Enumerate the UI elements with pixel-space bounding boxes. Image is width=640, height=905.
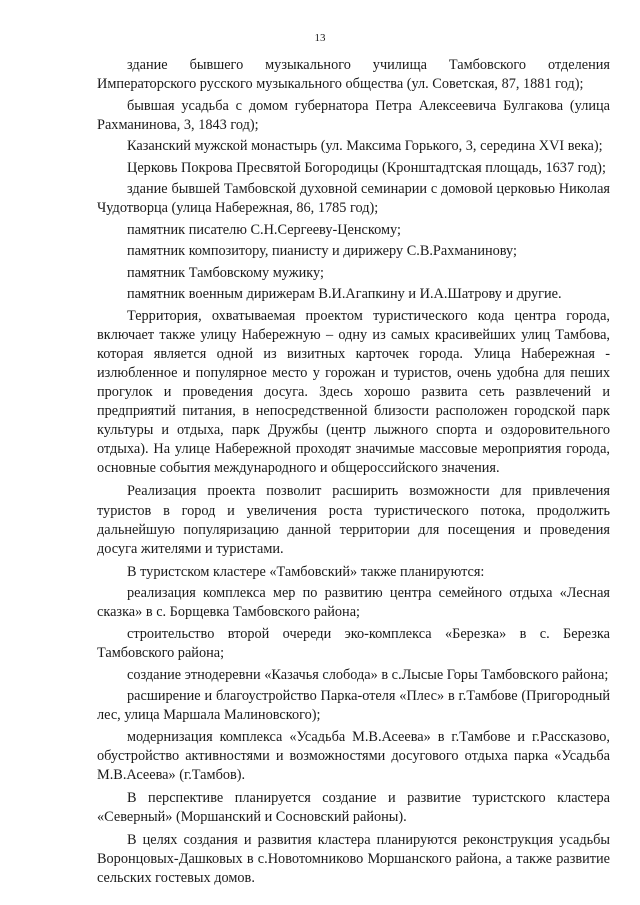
paragraph-perspective: В перспективе планируется создание и развитие туристского кластера «Северный» (Моршанский и Сосновский районы). [97, 789, 610, 825]
list-item: здание бывшей Тамбовской духовной семинарии с домовой церковью Николая Чудотворца (улица Набережная, 86, 1785 год); [97, 181, 610, 217]
list-item: расширение и благоустройство Парка-отеля «Плес» в г.Тамбове (Пригородный лес, улица Маршала Малиновского); [97, 687, 610, 724]
list-item: здание бывшего музыкального училища Тамбовского отделения Императорского русского музыкального общества (ул. Советская, 87, 1881 год); [97, 57, 610, 93]
list-item: Церковь Покрова Пресвятой Богородицы (Кронштадтская площадь, 1637 год); [127, 159, 606, 176]
list-item: реализация комплекса мер по развитию центра семейного отдыха «Лесная сказка» в с. Борщевка Тамбовского района; [97, 585, 610, 621]
list-item: создание этнодеревни «Казачья слобода» в с.Лысые Горы Тамбовского района; [127, 666, 609, 683]
paragraph-cluster-intro: В туристском кластере «Тамбовский» также планируются: [127, 563, 485, 580]
list-item: памятник писателю С.Н.Сергееву-Ценскому; [127, 221, 401, 238]
paragraph-territory: Территория, охватываемая проектом туристического кода центра города, включает также улицу Набережную – одну из самых красивейших улиц Тамбова, которая является одной из визитных карточек города. Улица Набережная - излюбленное и популярное место у горожан и туристов, очень удобна для пеших прогулок и проведения досуга. Здесь хорошо развита сеть развлечений и предприятий питания, в непосредственной близости расположен городской парк культуры и отдыха, парк Дружбы (центр лыжного спорта и оздоровительного отдыха). На улице Набережной проходят значимые массовые мероприятия города, основные события международного и общероссийского значения. [97, 307, 610, 477]
list-item: бывшая усадьба с домом губернатора Петра Алексеевича Булгакова (улица Рахманинова, 3, 1843 год); [97, 97, 610, 133]
paragraph-reconstruction: В целях создания и развития кластера планируются реконструкция усадьбы Воронцовых-Дашковых в с.Новотомниково Моршанского района, а также развитие сельских гостевых домов. [97, 832, 610, 887]
list-item: памятник композитору, пианисту и дирижеру С.В.Рахманинову; [127, 243, 517, 260]
page-number: 13 [314, 32, 326, 44]
list-item: памятник военным дирижерам В.И.Агапкину и И.А.Шатрову и другие. [127, 286, 562, 303]
list-item: памятник Тамбовскому мужику; [127, 264, 324, 281]
list-item: Казанский мужской монастырь (ул. Максима Горького, 3, середина XVI века); [127, 138, 603, 155]
list-item: модернизация комплекса «Усадьба М.В.Асеева» в г.Тамбове и г.Рассказово, обустройство активностями и возможностями досугового отдыха парка «Усадьба М.В.Асеева» (г.Тамбов). [97, 728, 610, 783]
document-body [97, 56, 610, 888]
list-item: строительство второй очереди эко-комплекса «Березка» в с. Березка Тамбовского района; [97, 625, 610, 662]
paragraph-project: Реализация проекта позволит расширить возможности для привлечения туристов в город и увеличения роста туристического потока, продолжить дальнейшую популяризацию данной территории для посещения и проведения досуга жителями и туристами. [97, 483, 610, 557]
